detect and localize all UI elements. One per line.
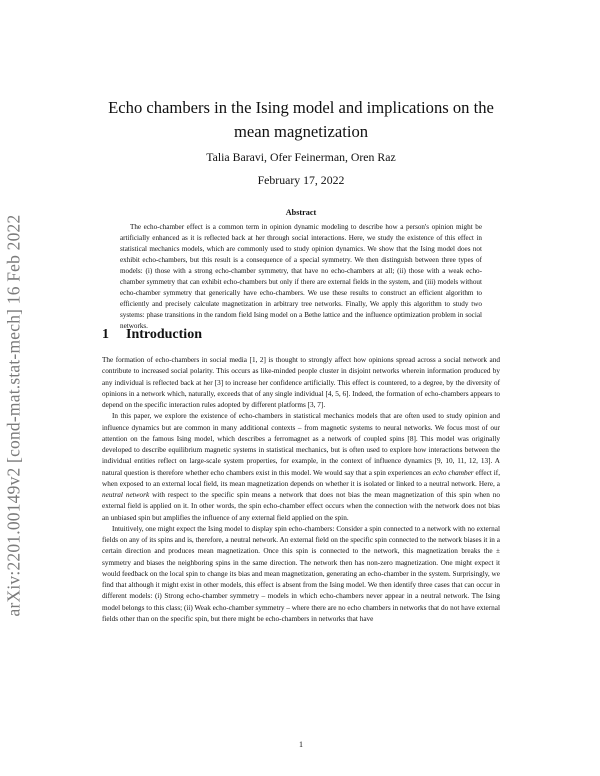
paper-page — [102, 0, 500, 776]
section-number: 1 — [102, 327, 109, 342]
section-heading — [102, 327, 500, 343]
section-title: Introduction — [126, 327, 202, 342]
abstract-text: The echo-chamber effect is a common term in opinion dynamic modeling to describe how a person's opinion might be artificially enhanced as it is reflected back at her through social interactions. Here, we study the existence of this effect in statistical mechanics models, which are commonly used to study opinion dynamics. We show that the Ising model does not exhibit echo-chambers, but this result is a consequence of a special symmetry. We then distinguish between three types of models: (i) those with a strong echo-chamber symmetry, that have no echo-chambers at all; (ii) those with a weak echo-chamber symmetry that can exhibit echo-chambers but only if there are external fields in the system, and (iii) models without echo-chamber symmetry that generically have echo-chambers. We use these results to construct an efficient algorithm to efficiently and precisely calculate magnetization in arbitrary tree networks. Finally, We apply this algorithm to study two systems: phase transitions in the random field Ising model on a Bethe lattice and the influence optimization problem in social networks. — [120, 223, 482, 330]
paragraph: Intuitively, one might expect the Ising model to display spin echo-chambers: Consider a spin connected to a network with no external fields on any of its spins and is, therefore, a neutral network. An external field on the specific spin connected to the network biases it in a certain direction and produces mean magnetization. Once this spin is connected to the network, this magnetization breaks the ± symmetry and biases the neighboring spins in the same direction. The network then has non-zero magnetization. One might expect it would feedback on the local spin to change its bias and mean magnetization, generating an echo-chamber in the system. Surprisingly, we find that although it might exist in other models, this effect is absent from the Ising model. We then identify three cases that can occur in different models: (i) Strong echo-chamber symmetry – models in which echo-chambers never appear in a neutral network. The Ising model belongs to this class; (ii) Weak echo-chamber symmetry – where there are no echo chambers in networks that do not have external fields other than on the specific spin, but there might be echo-chambers in networks that have — [102, 524, 500, 623]
emphasis-term: echo chamber — [432, 468, 474, 477]
abstract-heading: Abstract — [285, 208, 317, 217]
page-number: 1 — [299, 740, 303, 749]
section-body — [102, 355, 500, 625]
paper-date: February 17, 2022 — [257, 173, 345, 187]
paragraph: In this paper, we explore the existence of echo-chambers in statistical mechanics models that are often used to study opinion and influence dynamics but are common in many additional contexts – from magnetic systems to neural networks. We focus most of our attention on the famous Ising model, which describes a ferromagnet as a network of coupled spins [8]. This model was originally developed to describe equilibrium magnetic systems in statistical mechanics, but is often used to explore how interactions between the individual entities reflect on large-scale system properties, for example, in the context of influence dynamics [9, 10, 11, 12, 13]. A natural question is therefore whether echo chambers exist in this model. We would say that a spin experiences an echo chamber effect if, when exposed to an external local field, its mean magnetization depends on whether it is isolated or linked to a neutral network. Here, a neutral network with respect to the specific spin means a network that does not bias the mean magnetization of this spin when no external field is applied on it. In other words, the spin echo-chamber effect occurs when the connection with the network does not bias an unbiased spin but amplifies the influence of any external field applied on the spin. — [102, 412, 501, 522]
arxiv-identifier — [0, 180, 28, 650]
arxiv-identifier-text: arXiv:2201.00149v2 [cond-mat.stat-mech] 16 Feb 2022 — [3, 214, 24, 616]
paragraph: The formation of echo-chambers in social media [1, 2] is thought to strongly affect how opinions spread across a social network and contribute to increased social polarity. This occurs as like-minded people cluster in disjoint networks wherein information produced by any individual is reflected back at her [3] to increase her confidence artificially. This effect is countered, to a degree, by the diversity of opinions in a network which, naturally, exceeds that of any single individual [4, 5, 6]. Indeed, the formation of echo-chambers appears to depend on the specific interaction rules adopted by different platforms [3, 7]. — [102, 356, 500, 409]
paper-authors: Talia Baravi, Ofer Feinerman, Oren Raz — [206, 150, 396, 164]
paper-title: Echo chambers in the Ising model and implications on the mean magnetization — [108, 98, 494, 141]
emphasis-term: neutral network — [102, 491, 150, 499]
